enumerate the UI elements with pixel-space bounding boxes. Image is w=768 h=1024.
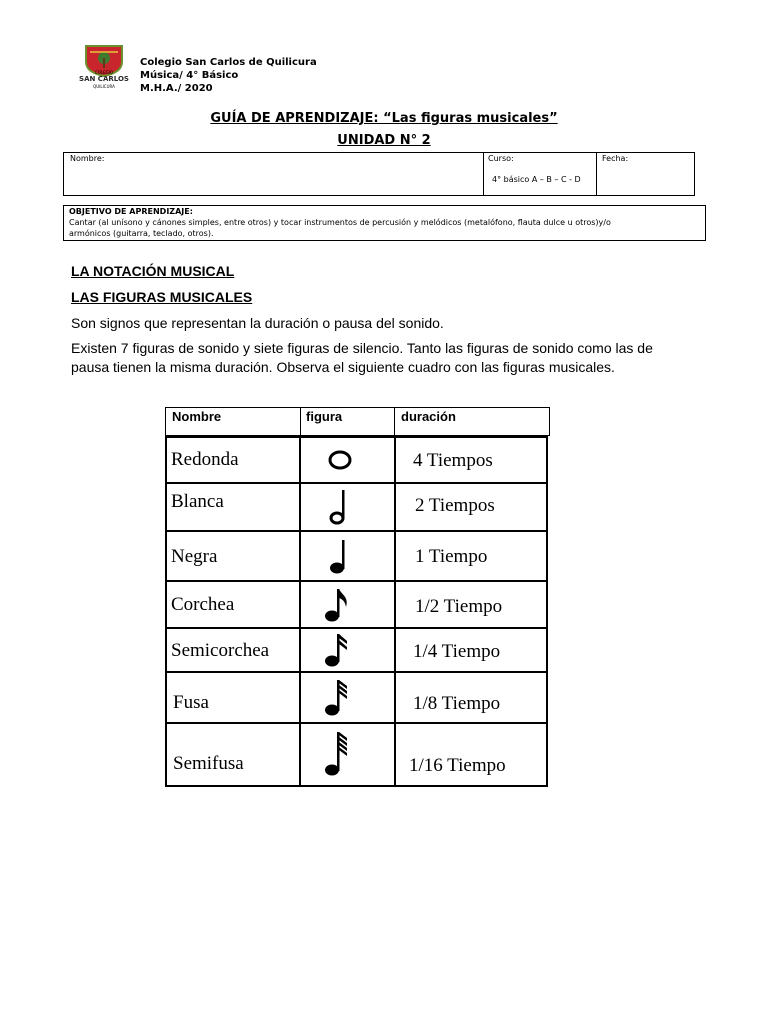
header-figura: figura: [306, 409, 343, 424]
table-row: [167, 482, 546, 532]
table-row: [167, 673, 546, 724]
row-name: Semifusa: [173, 753, 244, 774]
header-nombre: Nombre: [172, 409, 222, 424]
table-row: [167, 582, 546, 629]
row-name: Blanca: [171, 491, 224, 512]
row-duration: 1/8 Tiempo: [413, 693, 501, 714]
row-duration: 1/16 Tiempo: [409, 755, 506, 776]
school-header: [140, 56, 317, 95]
row-name: Semicorchea: [171, 640, 270, 661]
logo-sub-text: QUILICURA: [93, 84, 115, 89]
row-duration: 4 Tiempos: [413, 450, 493, 471]
row-duration: 1 Tiempo: [415, 546, 488, 567]
course-label: Curso:: [488, 154, 514, 163]
guide-title: GUÍA DE APRENDIZAJE: “Las figuras musicales”: [210, 111, 558, 126]
sixteenth-note-icon: [322, 630, 352, 674]
objective-box: [63, 205, 706, 241]
divider: [394, 408, 395, 435]
whole-note-icon: [325, 448, 355, 476]
header-duracion: duración: [401, 409, 456, 424]
school-logo: [80, 42, 128, 94]
heading-figures: LAS FIGURAS MUSICALES: [71, 289, 253, 305]
thirty-second-note-icon: [322, 676, 352, 722]
row-name: Corchea: [171, 594, 235, 615]
course-value: 4° básico A – B – C - D: [492, 175, 581, 184]
row-name: Redonda: [171, 449, 239, 470]
divider: [483, 153, 484, 195]
sixty-fourth-note-icon: [322, 728, 352, 782]
table-row: [167, 724, 546, 785]
objective-label: OBJETIVO DE APRENDIZAJE:: [69, 207, 193, 216]
table-header: [165, 407, 550, 436]
name-label: Nombre:: [70, 154, 105, 163]
subject-line: Música/ 4° Básico: [140, 70, 239, 81]
date-label: Fecha:: [602, 154, 629, 163]
row-duration: 1/2 Tiempo: [415, 596, 503, 617]
divider: [300, 408, 301, 435]
row-duration: 1/4 Tiempo: [413, 641, 501, 662]
table-row: [167, 629, 546, 673]
logo-main-text: SAN CARLOS: [79, 75, 129, 83]
paragraph-intro-line2: pausa tienen la misma duración. Observa el siguiente cuadro con las figuras musicales.: [71, 359, 615, 375]
objective-line1: Cantar (al unísono y cánones simples, entre otros) y tocar instrumentos de percusión y melódicos (metalófono, flauta dulce u otros)y/o: [69, 218, 611, 227]
row-name: Negra: [171, 546, 218, 567]
divider: [596, 153, 597, 195]
quarter-note-icon: [327, 536, 351, 580]
eighth-note-icon: [322, 585, 352, 629]
figures-table: [165, 436, 548, 787]
row-duration: 2 Tiempos: [415, 495, 495, 516]
paragraph-definition: Son signos que representan la duración o pausa del sonido.: [71, 315, 444, 331]
table-row: [167, 438, 546, 484]
school-name: Colegio San Carlos de Quilicura: [140, 57, 317, 68]
unit-title: UNIDAD N° 2: [337, 133, 431, 148]
table-row: [167, 532, 546, 582]
half-note-icon: [327, 486, 351, 530]
student-info-box: [63, 152, 695, 196]
heading-notation: LA NOTACIÓN MUSICAL: [71, 263, 235, 279]
objective-line2: armónicos (guitarra, teclado, otros).: [69, 229, 214, 238]
row-name: Fusa: [173, 692, 209, 713]
paragraph-intro-line1: Existen 7 figuras de sonido y siete figuras de silencio. Tanto las figuras de sonido como las de: [71, 340, 653, 356]
logo-top-text: COLEGIO: [94, 70, 114, 75]
teacher-line: M.H.A./ 2020: [140, 83, 213, 94]
